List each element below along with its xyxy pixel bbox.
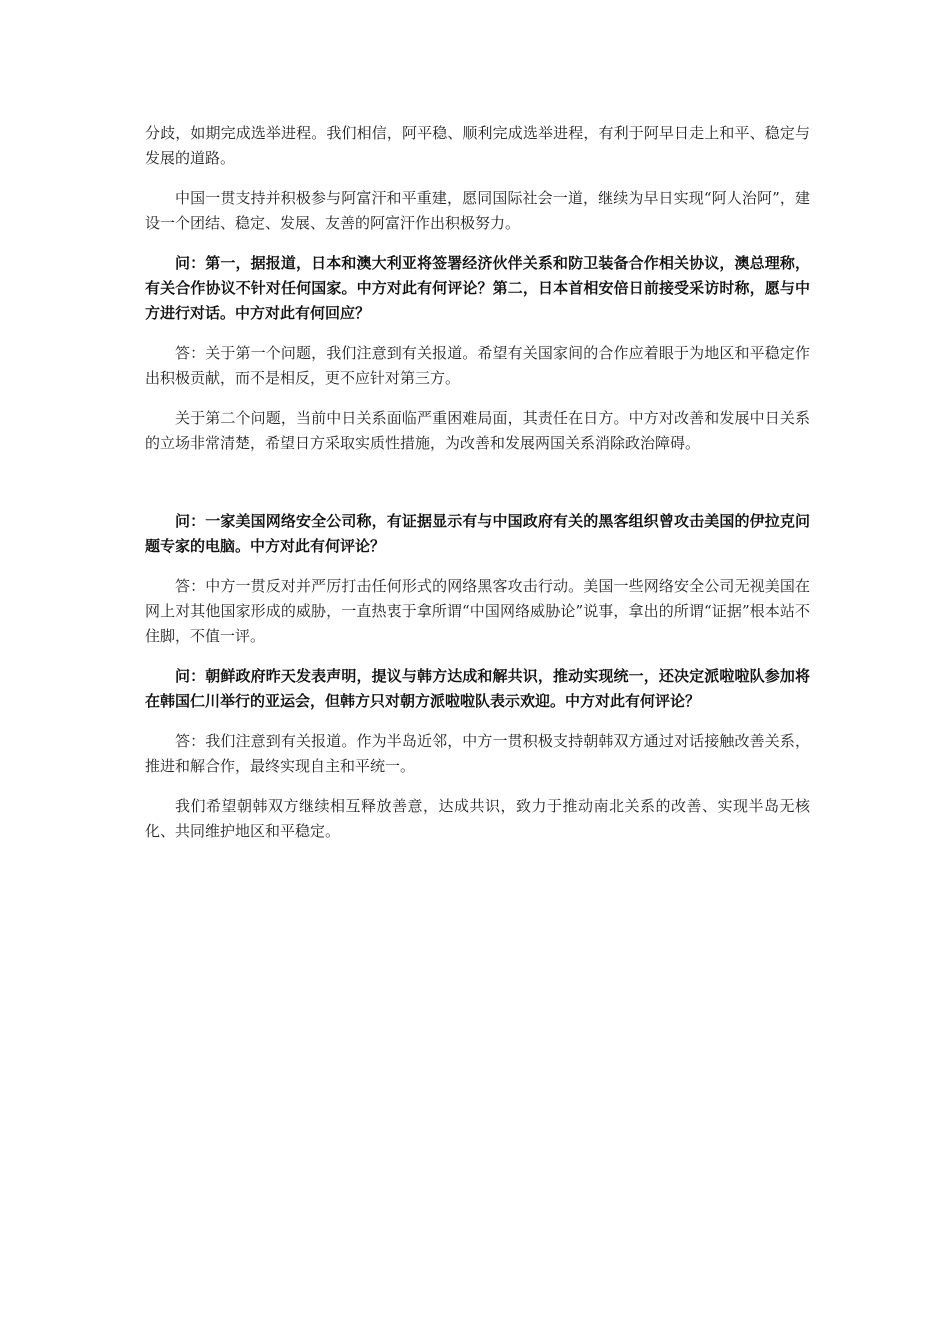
question-cyber-security: 问：一家美国网络安全公司称，有证据显示有与中国政府有关的黑客组织曾攻击美国的伊拉克问题专家的电脑。中方对此有何评论？ xyxy=(145,512,810,555)
question-japan-australia: 问：第一，据报道，日本和澳大利亚将签署经济伙伴关系和防卫装备合作相关协议，澳总理称，有关合作协议不针对任何国家。中方对此有何评论？第二，日本首相安倍日前接受采访时称，愿与中方进行对话。中方对此有何回应？ xyxy=(145,254,810,322)
paragraph-korea-hope: 我们希望朝韩双方继续相互释放善意，达成共识，致力于推动南北关系的改善、实现半岛无核化、共同维护地区和平稳定。 xyxy=(145,797,810,840)
answer-japan-second: 关于第二个问题，当前中日关系面临严重困难局面，其责任在日方。中方对改善和发展中日关系的立场非常清楚，希望日方采取实质性措施，为改善和发展两国关系消除政治障碍。 xyxy=(145,409,810,452)
answer-japan-australia-first: 答：关于第一个问题，我们注意到有关报道。希望有关国家间的合作应着眼于为地区和平稳定作出积极贡献，而不是相反，更不应针对第三方。 xyxy=(145,344,810,387)
section-spacer xyxy=(145,471,810,509)
paragraph-afghanistan-support: 中国一贯支持并积极参与阿富汗和平重建，愿同国际社会一道，继续为早日实现“阿人治阿”，建设一个团结、稳定、发展、友善的阿富汗作出积极努力。 xyxy=(145,189,810,232)
question-korea: 问：朝鲜政府昨天发表声明，提议与韩方达成和解共识，推动实现统一，还决定派啦啦队参加将在韩国仁川举行的亚运会，但韩方只对朝方派啦啦队表示欢迎。中方对此有何评论？ xyxy=(145,667,810,710)
answer-korea: 答：我们注意到有关报道。作为半岛近邻，中方一贯积极支持朝韩双方通过对话接触改善关系，推进和解合作，最终实现自主和平统一。 xyxy=(145,732,810,775)
paragraph-continuation: 分歧，如期完成选举进程。我们相信，阿平稳、顺利完成选举进程，有利于阿早日走上和平、稳定与发展的道路。 xyxy=(145,124,810,167)
document-body xyxy=(145,121,810,859)
answer-cyber-security: 答：中方一贯反对并严厉打击任何形式的网络黑客攻击行动。美国一些网络安全公司无视美国在网上对其他国家形成的威胁，一直热衷于拿所谓“中国网络威胁论”说事，拿出的所谓“证据”根本站不住脚，不值一评。 xyxy=(145,577,810,645)
